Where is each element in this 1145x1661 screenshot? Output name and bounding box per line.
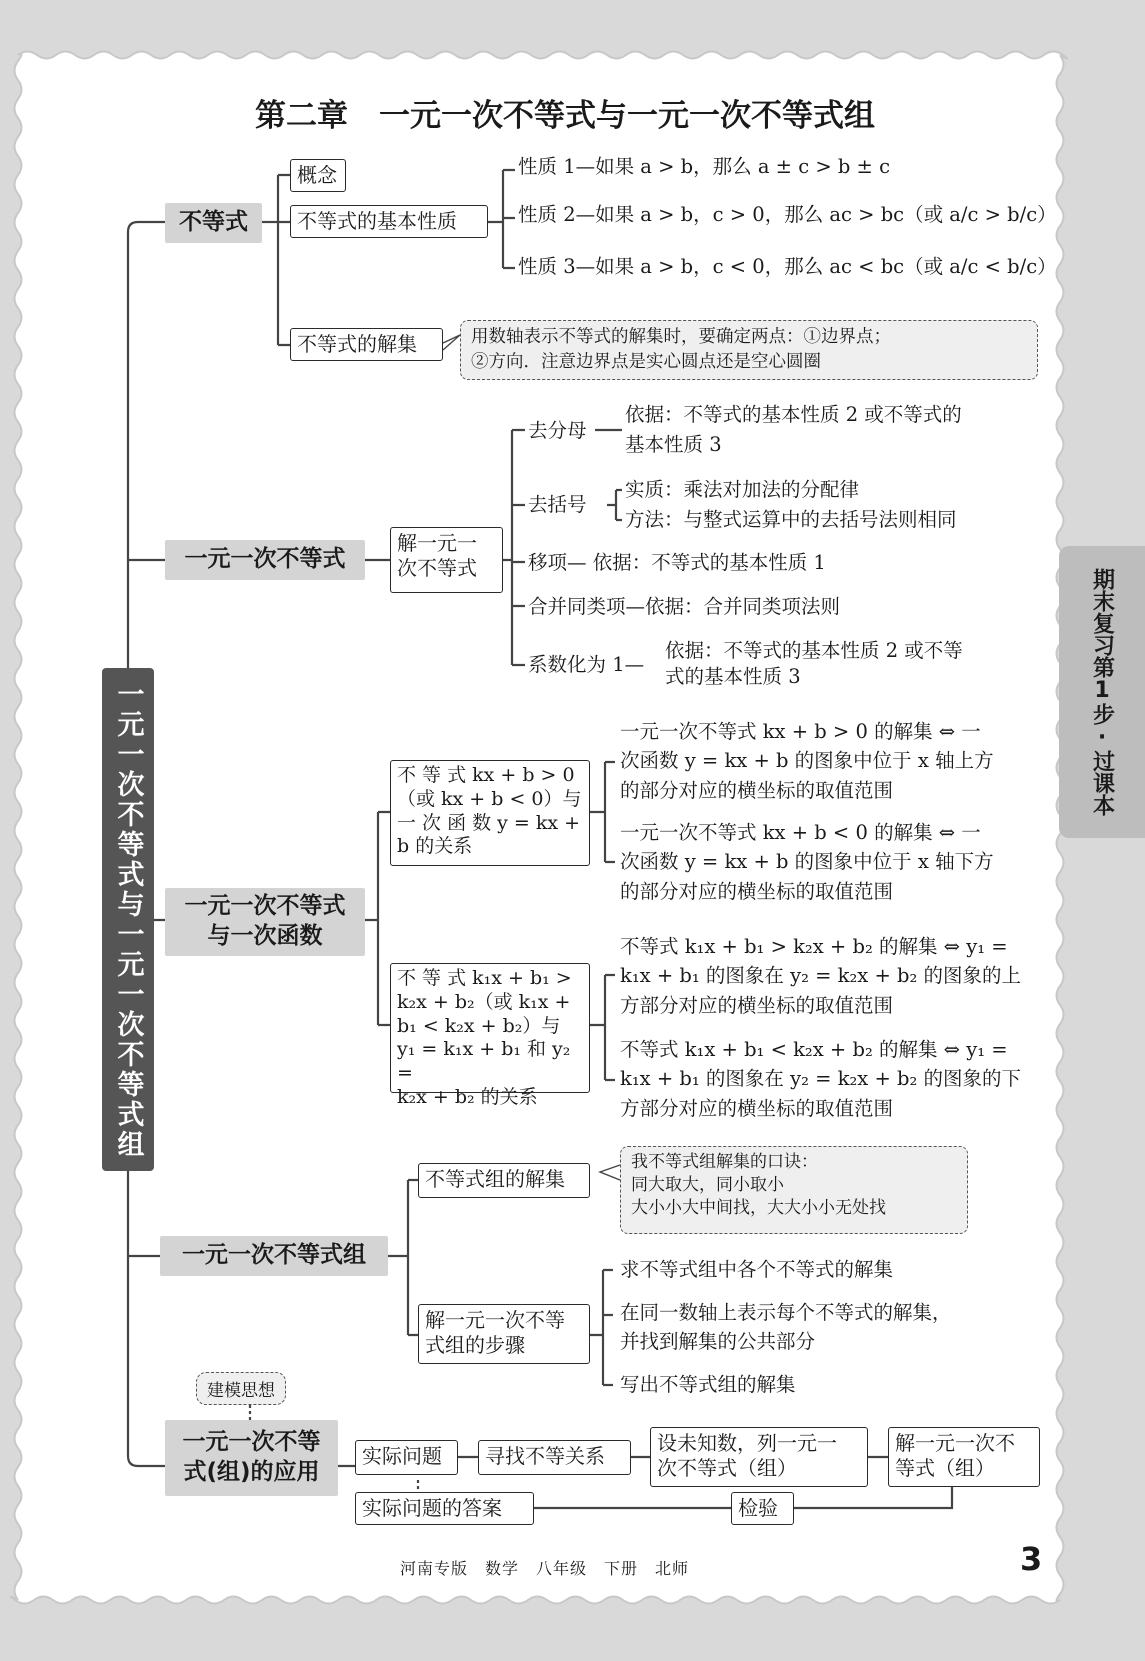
boxB-line-5: k₂x + b₂ 的关系 (397, 1085, 538, 1108)
note-line-2: ②方向．注意边界点是实心圆点还是空心圆圈 (471, 351, 821, 372)
relation-graph-below (620, 1035, 1021, 1123)
page-title: 第二章 一元一次不等式与一元一次不等式组 (255, 98, 875, 134)
mnemonic-line-3: 大小小大中间找，大大小小无处找 (631, 1197, 886, 1218)
b1-line-2: k₁x + b₁ 的图象在 y₂ = k₂x + b₂ 的图象的上 (620, 964, 1021, 988)
note-line-1: 用数轴表示不等式的解集时，要确定两点：①边界点； (471, 327, 891, 347)
step-coefficient-to-1: 系数化为 1— (528, 653, 645, 676)
f4-line-1: 解一元一次不 (895, 1431, 1015, 1455)
property-3: 性质 3—如果 a > b，c < 0，那么 ac < bc（或 a/c < b/c） (518, 255, 1057, 278)
flow-find-inequality-relation: 寻找不等关系 (478, 1440, 631, 1475)
box-system-steps (418, 1304, 590, 1364)
box-two-functions-relation (390, 963, 590, 1108)
node3-line-2: 与一次函数 (207, 923, 323, 949)
node5-line-1: 一元一次不等 (182, 1429, 321, 1456)
node-inequality-and-function (165, 888, 365, 956)
step-remove-denominator: 去分母 (528, 419, 587, 442)
b1-line-1: 不等式 k₁x + b₁ > k₂x + b₂ 的解集 ⇔ y₁ = (620, 935, 1008, 958)
property-2: 性质 2—如果 a > b，c > 0，那么 ac > bc（或 a/c > b/c） (518, 203, 1057, 226)
property-1: 性质 1—如果 a > b，那么 a ± c > b ± c (518, 155, 891, 178)
relation-above-x-axis (620, 717, 994, 805)
step5-basis-b: 式的基本性质 3 (665, 665, 801, 688)
boxA-line-1: 不 等 式 kx + b > 0 (397, 764, 575, 786)
st2-line-1: 在同一数轴上表示每个不等式的解集， (620, 1301, 952, 1324)
boxB-line-4: y₁ = k₁x + b₁ 和 y₂ = (397, 1038, 571, 1084)
box-concept: 概念 (290, 159, 346, 192)
mnemonic-line-1: 我不等式组解集的口诀： (631, 1152, 818, 1172)
steps-line-2: 式组的步骤 (425, 1333, 525, 1357)
f4-line-2: 等式（组） (895, 1456, 995, 1480)
boxB-line-3: b₁ < k₂x + b₂）与 (397, 1014, 561, 1037)
page-number: 3 (1020, 1540, 1043, 1578)
node-linear-inequality: 一元一次不等式 (165, 540, 365, 580)
boxA-line-4: b 的关系 (397, 835, 473, 858)
a1-line-2: 次函数 y = kx + b 的图象中位于 x 轴上方 (620, 749, 994, 773)
flow-set-unknown (650, 1427, 868, 1487)
flow-answer: 实际问题的答案 (355, 1492, 534, 1525)
f3-line-1: 设未知数，列一元一 (657, 1431, 837, 1455)
step1-basis-b: 基本性质 3 (625, 433, 722, 456)
step-combine-terms: 合并同类项—依据：合并同类项法则 (528, 595, 841, 618)
box-system-solution-set: 不等式组的解集 (418, 1163, 590, 1198)
root-node: 一元一次不等式与一元一次不等式组 (102, 668, 154, 1171)
system-step-3: 写出不等式组的解集 (620, 1373, 796, 1396)
node3-line-1: 一元一次不等式 (184, 893, 346, 920)
box-solve-inequality (390, 527, 503, 593)
a2-line-3: 的部分对应的横坐标的取值范围 (620, 879, 894, 903)
footer: 河南专版 数学 八年级 下册 北师 (400, 1559, 690, 1578)
node-inequality-system: 一元一次不等式组 (160, 1236, 388, 1276)
system-step-2 (620, 1298, 952, 1357)
a1-line-1: 一元一次不等式 kx + b > 0 的解集 ⇔ 一 (620, 720, 981, 743)
side-tab: 期末复习第1步·过课本 (1059, 546, 1145, 838)
boxA-line-3: 一 次 函 数 y = kx + (397, 811, 581, 834)
b2-line-2: k₁x + b₁ 的图象在 y₂ = k₂x + b₂ 的图象的下 (620, 1067, 1021, 1091)
node5-line-2: 式(组)的应用 (183, 1459, 320, 1485)
a2-line-2: 次函数 y = kx + b 的图象中位于 x 轴下方 (620, 850, 994, 874)
node-inequality: 不等式 (165, 203, 262, 243)
boxA-line-2: （或 kx + b < 0）与 (397, 787, 582, 810)
system-step-1: 求不等式组中各个不等式的解集 (620, 1258, 894, 1281)
node-application (165, 1420, 338, 1496)
step-transpose: 移项— 依据：不等式的基本性质 1 (528, 551, 826, 574)
step5-basis-a: 依据：不等式的基本性质 2 或不等 (665, 639, 963, 662)
a1-line-3: 的部分对应的横坐标的取值范围 (620, 778, 894, 802)
st2-line-2: 并找到解集的公共部分 (620, 1330, 816, 1354)
mnemonic-line-2: 同大取大，同小取小 (631, 1174, 784, 1195)
flow-check: 检验 (731, 1492, 794, 1525)
b1-line-3: 方部分对应的横坐标的取值范围 (620, 993, 894, 1017)
flow-solve (888, 1427, 1040, 1487)
solve-line-1: 解一元一 (397, 531, 477, 555)
b2-line-1: 不等式 k₁x + b₁ < k₂x + b₂ 的解集 ⇔ y₁ = (620, 1038, 1008, 1061)
solve-line-2: 次不等式 (397, 556, 477, 580)
f3-line-2: 次不等式（组） (657, 1456, 797, 1480)
modeling-thought-tag: 建模思想 (196, 1372, 286, 1405)
box-basic-properties: 不等式的基本性质 (290, 205, 488, 238)
mnemonic-note (620, 1146, 968, 1234)
box-solution-set: 不等式的解集 (290, 328, 443, 361)
b2-line-3: 方部分对应的横坐标的取值范围 (620, 1096, 894, 1120)
flow-real-problem: 实际问题 (355, 1440, 458, 1475)
relation-below-x-axis (620, 818, 994, 906)
relation-graph-above (620, 932, 1021, 1020)
boxB-line-1: 不 等 式 k₁x + b₁ > (397, 967, 572, 989)
steps-line-1: 解一元一次不等 (425, 1308, 565, 1332)
number-line-note (460, 320, 1038, 380)
step2-essence: 实质：乘法对加法的分配律 (625, 478, 860, 501)
step2-method: 方法：与整式运算中的去括号法则相同 (625, 508, 957, 531)
a2-line-1: 一元一次不等式 kx + b < 0 的解集 ⇔ 一 (620, 821, 981, 844)
step1-basis-a: 依据：不等式的基本性质 2 或不等式的 (625, 403, 962, 426)
box-kx-b-relation (390, 760, 590, 866)
boxB-line-2: k₂x + b₂（或 k₁x + (397, 990, 571, 1013)
step-remove-brackets: 去括号 (528, 493, 587, 516)
